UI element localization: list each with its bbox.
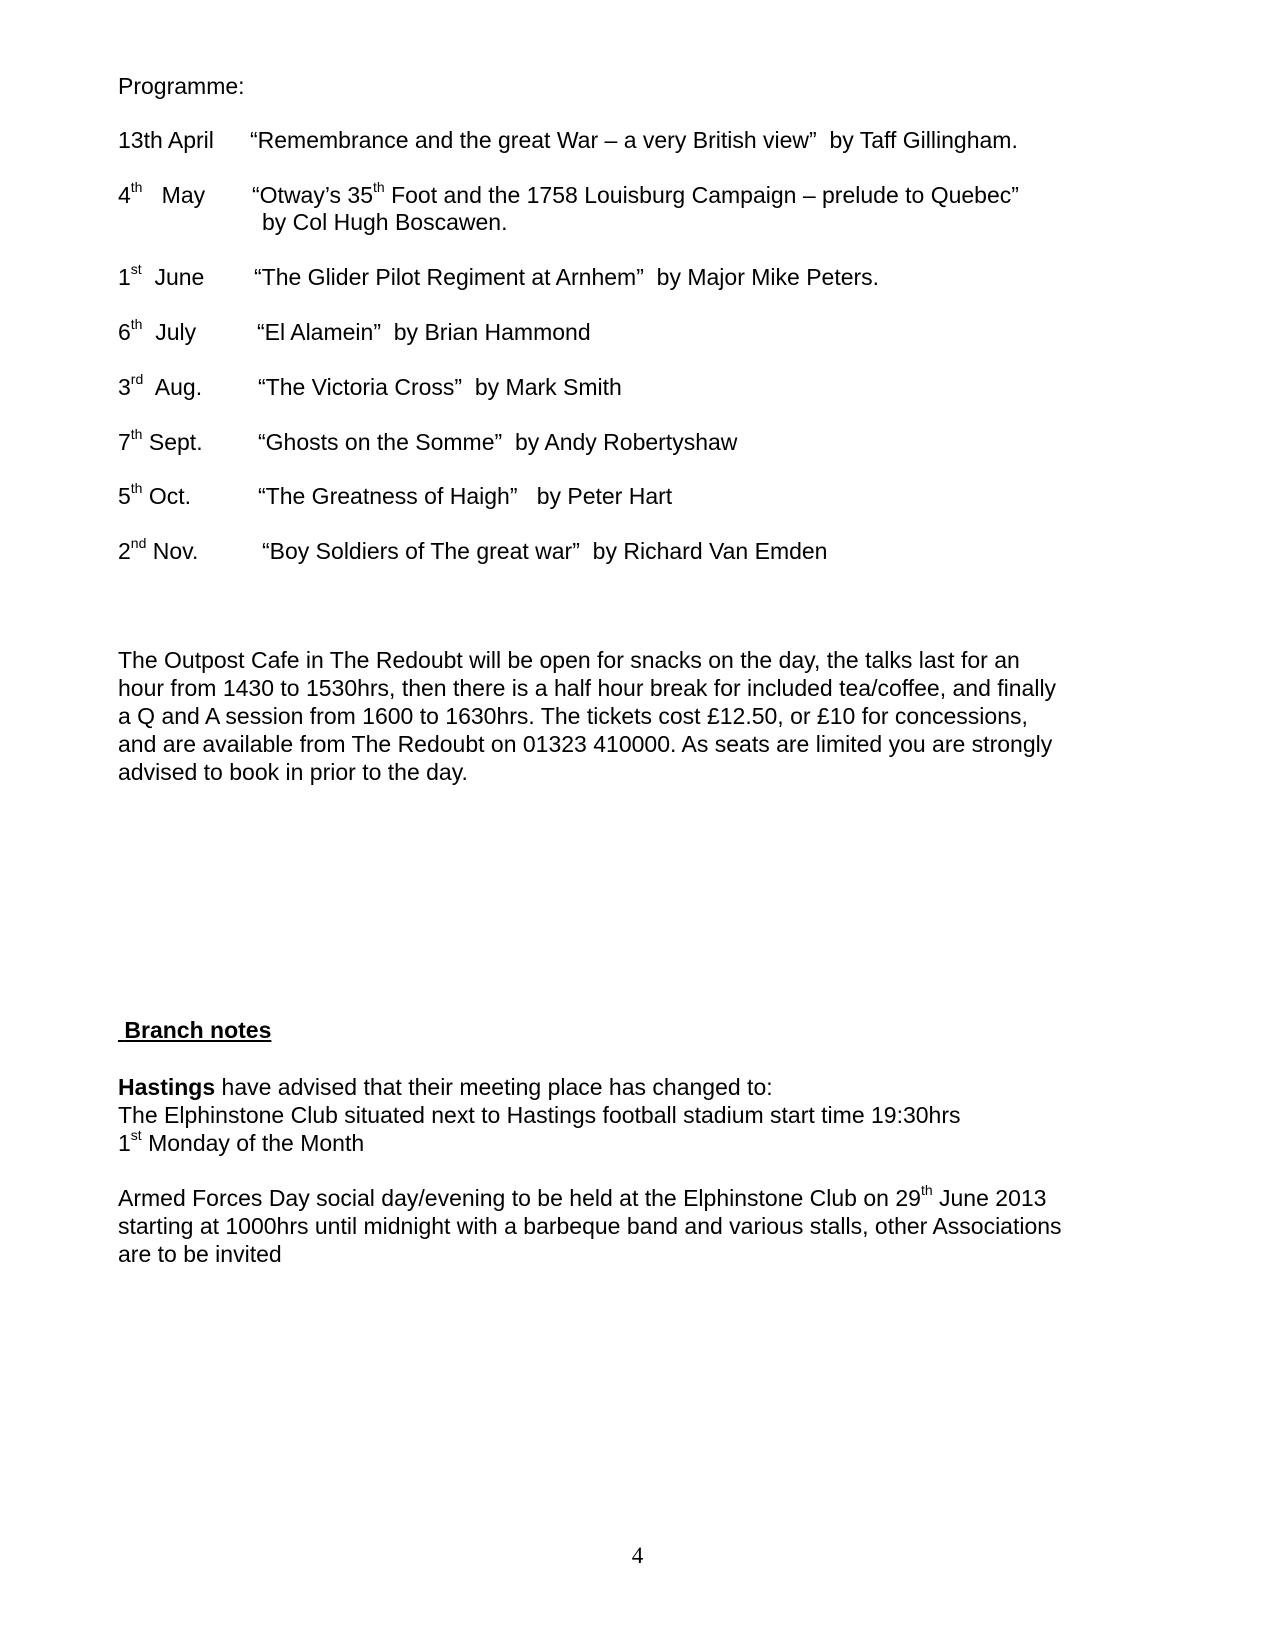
programme-date: 3rd Aug. (118, 371, 203, 400)
hastings-paragraph: Hastings have advised that their meeting place has changed to: The Elphinstone Club situated next to Hastings football stadium start time 19:30hrs 1st Monday of the Month (118, 1074, 961, 1156)
talk-title: “The Glider Pilot Regiment at Arnhem” (254, 264, 644, 290)
programme-talk (262, 537, 827, 565)
programme-talk (258, 373, 622, 401)
talk-title: “The Greatness of Haigh” (258, 483, 518, 509)
talk-speaker: by Mark Smith (474, 374, 622, 400)
talk-speaker: by Richard Van Emden (592, 538, 828, 564)
info-line: hour from 1430 to 1530hrs, then there is a half hour break for included tea/coffee, and finally (118, 675, 1057, 701)
programme-talk (258, 428, 737, 456)
talk-title: “Ghosts on the Somme” (258, 429, 503, 455)
programme-date: 7th Sept. (118, 426, 203, 455)
programme-label: Programme: (118, 73, 245, 99)
page-number: 4 (631, 1543, 644, 1568)
talk-title: “Remembrance and the great War – a very British view” (250, 127, 817, 153)
talk-speaker: by Brian Hammond (393, 319, 591, 345)
programme-date: 6th July (118, 316, 197, 345)
branch-notes-heading: Branch notes (124, 1017, 272, 1043)
hastings-name: Hastings (118, 1074, 216, 1100)
programme-date: 1st June (118, 261, 205, 290)
programme-talk (257, 318, 591, 346)
programme-talk (250, 126, 1018, 154)
programme-date: 4th May (118, 179, 206, 208)
talk-title: “The Victoria Cross” (258, 374, 463, 400)
armed-forces-paragraph: Armed Forces Day social day/evening to be held at the Elphinstone Club on 29th June 2013 starting at 1000hrs until midnight with a barbeque band and various stalls, other Associations are to be invited (118, 1182, 1062, 1267)
programme-date: 5th Oct. (118, 480, 192, 509)
programme-talk (252, 181, 1019, 209)
talk-speaker: by Andy Robertyshaw (514, 429, 738, 455)
talk-speaker: by Peter Hart (536, 483, 673, 509)
talk-speaker: by Taff Gillingham. (829, 127, 1018, 153)
talk-speaker: by Col Hugh Boscawen. (262, 209, 508, 235)
programme-date: 2nd Nov. (118, 535, 199, 564)
info-paragraph (118, 646, 1178, 786)
programme-date: 13th April (118, 127, 214, 153)
info-line: The Outpost Cafe in The Redoubt will be open for snacks on the day, the talks last for an (118, 647, 1020, 673)
info-line: a Q and A session from 1600 to 1630hrs. The tickets cost £12.50, or £10 for concessions, (118, 703, 1028, 729)
talk-title: “El Alamein” (257, 319, 381, 345)
programme-talk (254, 263, 879, 291)
talk-speaker: by Major Mike Peters. (656, 264, 880, 290)
talk-title: “Otway’s 35th Foot and the 1758 Louisburg Campaign – prelude to Quebec” (252, 179, 1019, 208)
talk-title: “Boy Soldiers of The great war” (262, 538, 580, 564)
info-line: and are available from The Redoubt on 01323 410000. As seats are limited you are strongly (118, 731, 1053, 757)
info-line: advised to book in prior to the day. (118, 759, 468, 785)
programme-talk (258, 482, 672, 510)
